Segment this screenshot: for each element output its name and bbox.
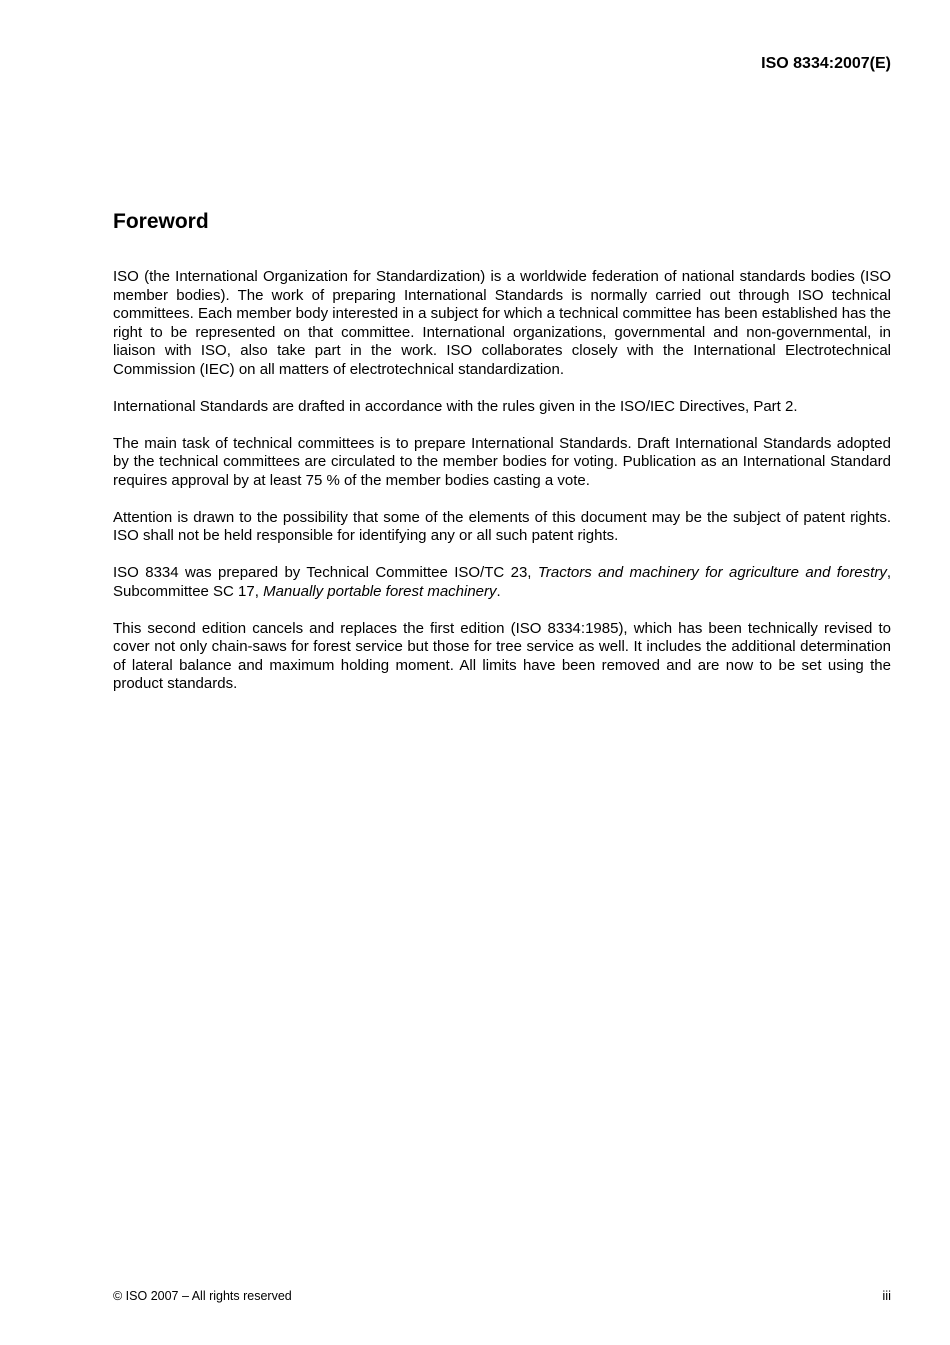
preparation-text-1: ISO 8334 was prepared by Technical Committee ISO/TC 23,: [113, 564, 538, 581]
footer-copyright: © ISO 2007 – All rights reserved: [113, 1289, 292, 1303]
paragraph-directives: International Standards are drafted in accordance with the rules given in the ISO/IEC Directives, Part 2.: [113, 397, 798, 415]
paragraph-iso-intro: ISO (the International Organization for Standardization) is a worldwide federation of national standards bodies (ISO member bodies). The work of preparing International Standards is normally carried out through ISO technical committees. Each member body interested in a subject for which a technical committee has been established has the right to be represented on that committee. International organizations, governmental and non-governmental, in liaison with ISO, also take part in the work. ISO collaborates closely with the International Electrotechnical Commission (IEC) on all matters of electrotechnical standardization.: [113, 268, 891, 378]
preparation-text-2: , Subcommittee SC 17,: [113, 564, 891, 600]
committee-title: Tractors and machinery for agriculture and forestry: [537, 564, 887, 581]
page-number: iii: [882, 1288, 891, 1303]
paragraph-edition-note: This second edition cancels and replaces the first edition (ISO 8334:1985), which has been technically revised to cover not only chain-saws for forest service but those for tree service as well. It includes the additional determination of lateral balance and maximum holding moment. All limits have been removed and are now to be set using the product standards.: [113, 619, 891, 692]
preparation-text-3: .: [496, 582, 501, 600]
document-id: ISO 8334:2007(E): [761, 55, 891, 72]
foreword-section: [113, 208, 891, 712]
subcommittee-title: Manually portable forest machinery: [263, 582, 497, 600]
paragraph-patent-notice: Attention is drawn to the possibility that some of the elements of this document may be the subject of patent rights. ISO shall not be held responsible for identifying any or all such patent rights.: [113, 508, 891, 544]
paragraph-committee-task: The main task of technical committees is to prepare International Standards. Draft International Standards adopted by the technical committees are circulated to the member bodies for voting. Publication as an International Standard requires approval by at least 75 % of the member bodies casting a vote.: [113, 434, 891, 489]
paragraph-preparation: [113, 564, 891, 601]
section-title: Foreword: [113, 210, 209, 233]
